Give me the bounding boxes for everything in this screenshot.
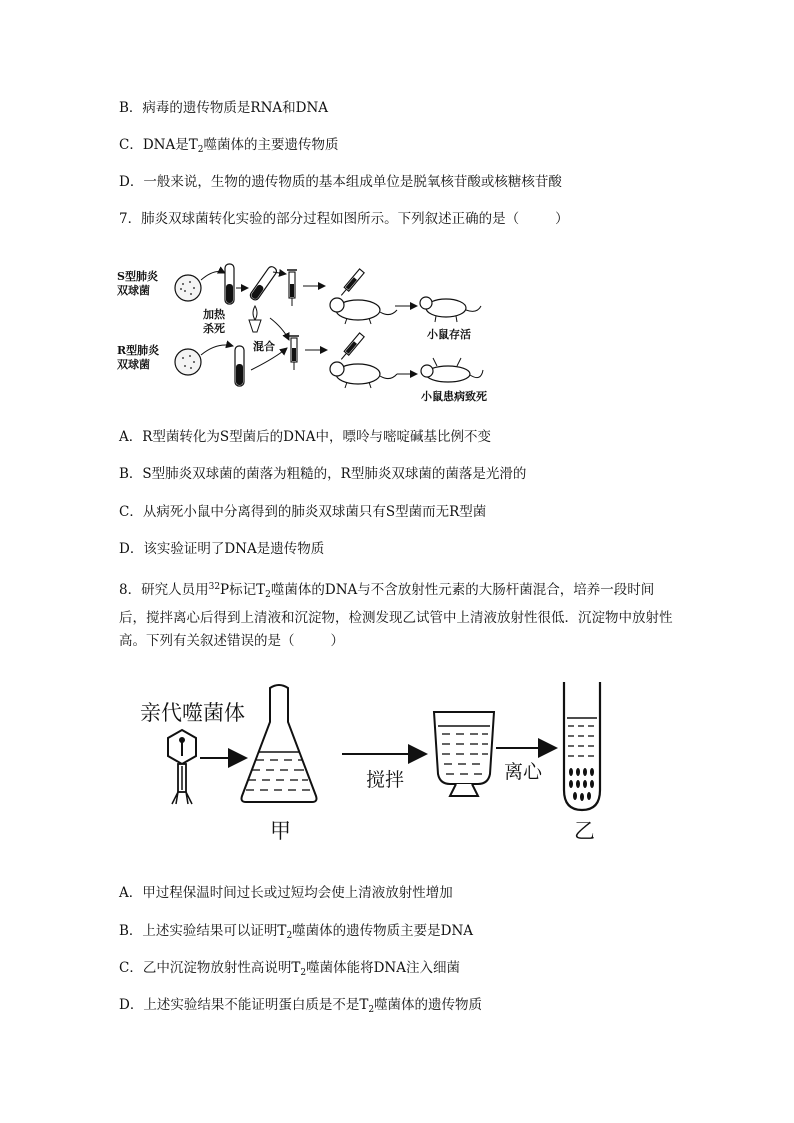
mouse-alive-injected-icon — [330, 269, 397, 324]
q8-stem: 8．研究人员用$^{32}$P标记$T_2$噬菌体的DNA与不含放射性元素的大肠杆菌混合，培养一段时间后，搅拌离心后得到上清液和沉淀物，检测发现乙试管中上清液放射性很低．沉淀物中放射性高。下列有关叙述错误的是（ ） — [119, 582, 673, 649]
q7-option-b: B．S型肺炎双球菌的菌落为粗糙的，R型肺炎双球菌的菌落是光滑的 — [119, 466, 527, 482]
q8-option-d: D．上述实验结果不能证明蛋白质是不是$T_2$噬菌体的遗传物质 — [119, 997, 483, 1015]
r-culture-dish — [175, 349, 201, 375]
heat-label-1: 加热 — [203, 308, 225, 321]
phage-labeling-figure — [138, 678, 618, 850]
q7-option-c: C．从病死小鼠中分离得到的肺炎双球菌只有S型菌而无R型菌 — [119, 504, 487, 520]
alcohol-burner-icon — [249, 306, 261, 332]
q6-option-d: D．一般来说，生物的遗传物质的基本组成单位是脱氧核苷酸或核糖核苷酸 — [119, 174, 562, 190]
mouse-alive-icon — [420, 297, 481, 322]
phage-icon — [168, 730, 196, 804]
flask-jia-icon — [242, 685, 317, 802]
centrifuge-label: 离心 — [504, 761, 543, 783]
q8-option-b: B．上述实验结果可以证明$T_2$噬菌体的遗传物质主要是DNA — [119, 923, 474, 941]
heat-label-2: 杀死 — [203, 322, 225, 335]
transformation-experiment-figure — [115, 258, 495, 408]
test-tube-yi-icon — [564, 682, 600, 810]
stir-label: 搅拌 — [366, 769, 405, 791]
r-type-label-1: R型肺炎 — [117, 344, 160, 357]
syringe-bottom-icon — [289, 336, 299, 370]
q7-stem: 7．肺炎双球菌转化实验的部分过程如图所示。下列叙述正确的是（ ） — [119, 211, 569, 227]
r-type-label-2: 双球菌 — [117, 358, 150, 371]
q6-option-c: C．DNA是$T_2$噬菌体的主要遗传物质 — [119, 137, 339, 155]
label-jia: 甲 — [270, 819, 291, 843]
q6-option-b: B．病毒的遗传物质是RNA和DNA — [119, 100, 329, 116]
parent-phage-label: 亲代噬菌体 — [140, 701, 245, 725]
label-yi: 乙 — [574, 819, 595, 843]
q8-option-c: C．乙中沉淀物放射性高说明$T_2$噬菌体能将DNA注入细菌 — [119, 960, 460, 978]
heated-tube — [249, 265, 278, 301]
s-type-label-2: 双球菌 — [117, 284, 150, 297]
syringe-top-icon — [287, 270, 297, 306]
s-culture-dish — [175, 275, 201, 301]
q7-option-a: A．R型菌转化为S型菌后的DNA中，嘌呤与嘧啶碱基比例不变 — [119, 429, 492, 445]
test-tube-r — [235, 346, 244, 386]
test-tube-s — [225, 264, 234, 304]
mouse-injected-bottom-icon — [330, 333, 397, 388]
beaker-icon — [434, 712, 494, 796]
mix-label: 混合 — [253, 340, 275, 353]
q8-option-a: A．甲过程保温时间过长或过短均会使上清液放射性增加 — [119, 885, 453, 901]
mouse-dead-icon — [421, 358, 483, 382]
s-type-label-1: S型肺炎 — [117, 270, 158, 283]
mouse-dead-label: 小鼠患病致死 — [421, 390, 487, 403]
q7-option-d: D．该实验证明了DNA是遗传物质 — [119, 541, 325, 557]
mouse-alive-label: 小鼠存活 — [427, 328, 471, 341]
